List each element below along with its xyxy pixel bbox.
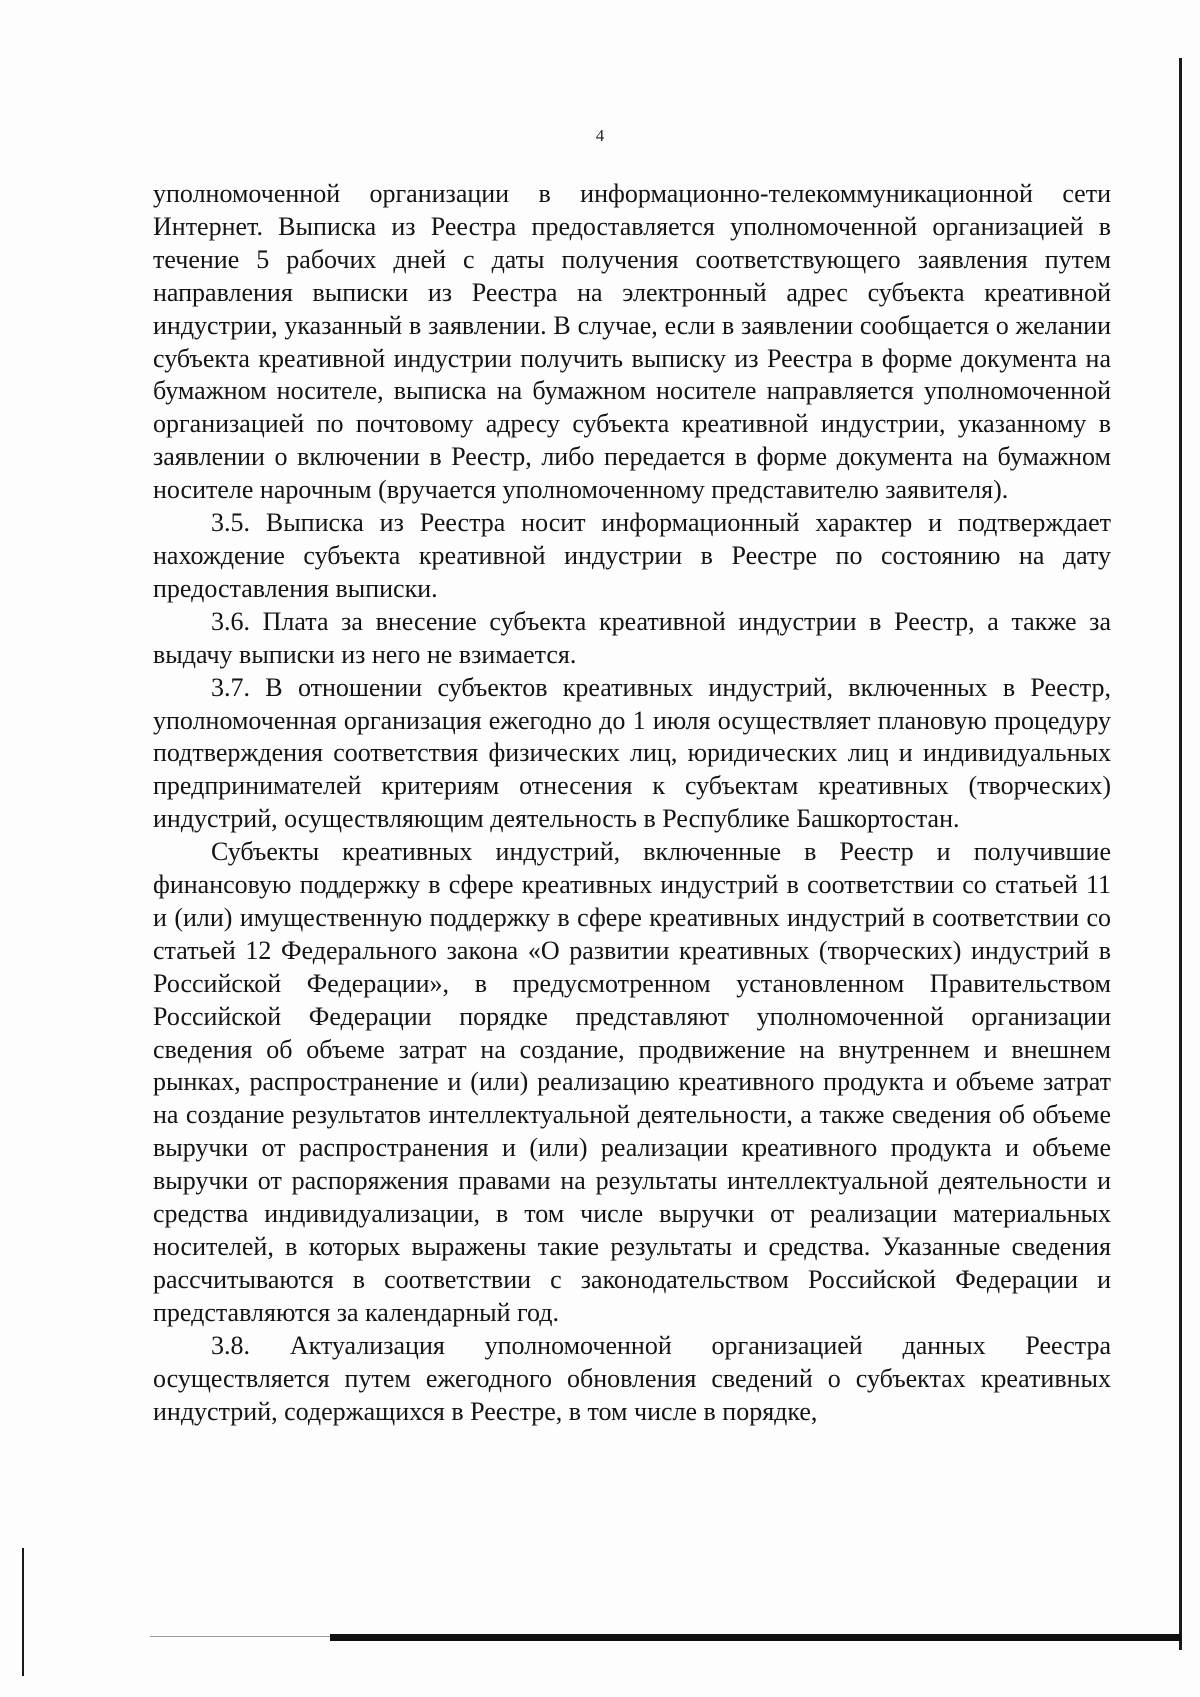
- page-number: 4: [595, 126, 605, 145]
- scan-edge-bottom-faint: [150, 1636, 330, 1637]
- paragraph-continuation: уполномоченной организации в информационно-телекоммуникационной сети Интернет. Выписка из Реестра предоставляется уполномоченной организацией в течение 5 рабочих дней с даты получения соответствующего заявления путем направления выписки из Реестра на электронный адрес субъекта креативной индустрии, указанный в заявлении. В случае, если в заявлении сообщается о желании субъекта креативной индустрии получить выписку из Реестра в форме документа на бумажном носителе, выписка на бумажном носителе направляется уполномоченной организацией по почтовому адресу субъекта креативной индустрии, указанному в заявлении о включении в Реестр, либо передается в форме документа на бумажном носителе нарочным (вручается уполномоченному представителю заявителя).: [153, 179, 1111, 505]
- paragraph-3-6: 3.6. Плата за внесение субъекта креативной индустрии в Реестр, а также за выдачу выписки из него не взимается.: [153, 606, 1111, 669]
- paragraph-3-8: 3.8. Актуализация уполномоченной организацией данных Реестра осуществляется путем ежегодного обновления сведений о субъектах креативных индустрий, содержащихся в Реестре, в том числе в порядке,: [153, 1330, 1111, 1426]
- paragraph-3-7: 3.7. В отношении субъектов креативных индустрий, включенных в Реестр, уполномоченная организация ежегодно до 1 июля осуществляет плановую процедуру подтверждения соответствия физических лиц, юридических лиц и индивидуальных предпринимателей критериям отнесения к субъектам креативных (творческих) индустрий, осуществляющим деятельность в Республике Башкортостан.: [153, 672, 1111, 834]
- document-body: [153, 178, 1111, 1428]
- scan-edge-left: [22, 1548, 24, 1676]
- paragraph-3-5: 3.5. Выписка из Реестра носит информационный характер и подтверждает нахождение субъекта креативной индустрии в Реестре по состоянию на дату предоставления выписки.: [153, 508, 1111, 603]
- scan-edge-bottom: [330, 1634, 1181, 1641]
- paragraph-3-7-subjects: Субъекты креативных индустрий, включенные в Реестр и получившие финансовую поддержку в сфере креативных индустрий в соответствии со статьей 11 и (или) имущественную поддержку в сфере креативных индустрий в соответствии со статьей 12 Федерального закона «О развитии креативных (творческих) индустрий в Российской Федерации», в предусмотренном установленном Правительством Российской Федерации порядке представляют уполномоченной организации сведения об объеме затрат на создание, продвижение на внутреннем и внешнем рынках, распространение и (или) реализацию креативного продукта и объеме затрат на создание результатов интеллектуальной деятельности, а также сведения об объеме выручки от распространения и (или) реализации креативного продукта и объеме выручки от распоряжения правами на результаты интеллектуальной деятельности и средства индивидуализации, в том числе выручки от реализации материальных носителей, в которых выражены такие результаты и средства. Указанные сведения рассчитываются в соответствии с законодательством Российской Федерации и представляются за календарный год.: [153, 837, 1111, 1327]
- scan-edge-right: [1179, 58, 1182, 1650]
